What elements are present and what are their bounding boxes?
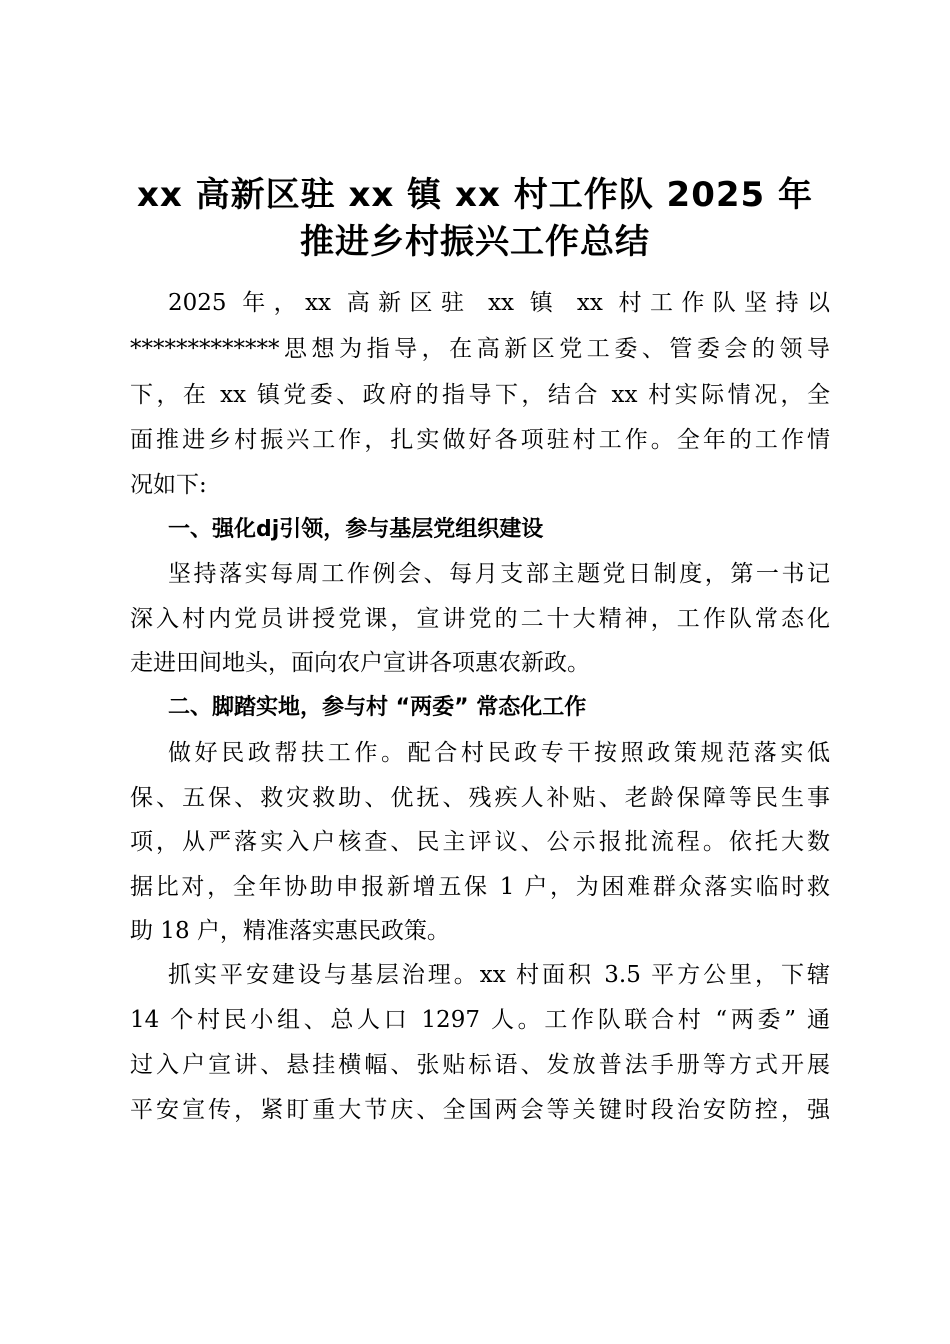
section-1-heading: 一、强化dj引领，参与基层党组织建设 [168, 517, 544, 542]
document-title-line-1: xx 高新区驻 xx 镇 xx 村工作队 2025 年 [136, 175, 814, 215]
intro-line: 下，在 xx 镇党委、政府的指导下，结合 xx 村实际情况，全 [130, 382, 830, 408]
section-1-line: 坚持落实每周工作例会、每月支部主题党日制度，第一书记 [168, 561, 830, 587]
section-2-p2-line: 14 个村民小组、总人口 1297 人。工作队联合村 “两委” 通 [130, 1007, 830, 1033]
section-2-p2-line: 抓实平安建设与基层治理。xx 村面积 3.5 平方公里，下辖 [168, 962, 830, 988]
intro-line: 面推进乡村振兴工作，扎实做好各项驻村工作。全年的工作情 [130, 427, 830, 453]
section-1-line: 走进田间地头，面向农户宣讲各项惠农新政。 [130, 650, 590, 676]
section-2-p1-line: 做好民政帮扶工作。配合村民政专干按照政策规范落实低 [168, 740, 830, 766]
section-2-p1-line: 项，从严落实入户核查、民主评议、公示报批流程。依托大数 [130, 829, 830, 855]
intro-line: 2025 年，xx 高新区驻 xx 镇 xx 村工作队坚持以 [168, 290, 830, 316]
intro-line: 况如下: [130, 472, 207, 498]
section-2-p2-line: 过入户宣讲、悬挂横幅、张贴标语、发放普法手册等方式开展 [130, 1052, 830, 1078]
section-2-p1-line: 保、五保、救灾救助、优抚、残疾人补贴、老龄保障等民生事 [130, 785, 830, 811]
section-2-p1-line: 据比对，全年协助申报新增五保 1 户，为困难群众落实临时救 [130, 874, 830, 900]
section-2-p2-line: 平安宣传，紧盯重大节庆、全国两会等关键时段治安防控，强 [130, 1097, 830, 1123]
document-title-line-2: 推进乡村振兴工作总结 [300, 222, 650, 262]
section-1-line: 深入村内党员讲授党课，宣讲党的二十大精神，工作队常态化 [130, 606, 830, 632]
section-2-p1-line: 助 18 户，精准落实惠民政策。 [130, 918, 450, 944]
section-2-heading: 二、脚踏实地，参与村 “两委” 常态化工作 [168, 695, 587, 720]
intro-line: *************思想为指导，在高新区党工委、管委会的领导 [130, 336, 830, 362]
